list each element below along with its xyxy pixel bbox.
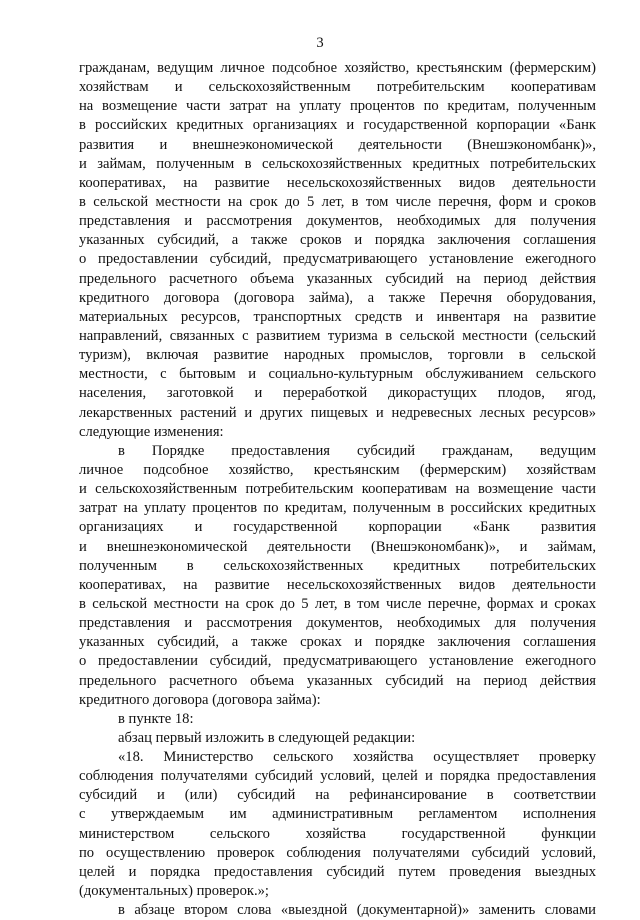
text-line: затрат на уплату процентов по кредитам, полученным в российских кредитных bbox=[79, 500, 596, 517]
text-line: населения, заготовкой и переработкой дикорастущих плодов, ягод, bbox=[79, 385, 596, 402]
text-line: в пункте 18: bbox=[118, 710, 194, 727]
text-line: субсидий и (или) субсидий на рефинансирование в соответствии bbox=[79, 787, 596, 804]
text-line: о предоставлении субсидий, предусматривающего установление ежегодного bbox=[79, 251, 596, 268]
text-line: на возмещение части затрат на уплату процентов по кредитам, полученным bbox=[79, 98, 596, 115]
text-line: развития и внешнеэкономической деятельности (Внешэкономбанк)», bbox=[79, 136, 596, 153]
text-line: указанных субсидий, а также сроках и порядке заключения соглашения bbox=[79, 634, 596, 651]
text-line: и внешнеэкономической деятельности (Внешэкономбанк)», и займам, bbox=[79, 538, 596, 555]
text-line: представления и рассмотрения документов, необходимых для получения bbox=[79, 615, 596, 632]
page-number: 3 bbox=[316, 35, 324, 51]
text-line: и займам, полученным в сельскохозяйственных кредитных потребительских bbox=[79, 155, 596, 172]
text-line: предельного расчетного объема указанных субсидий на период действия bbox=[79, 270, 596, 287]
text-line: кооперативах, на развитие несельскохозяйственных видов деятельности bbox=[79, 174, 596, 191]
text-line: в сельской местности на срок до 5 лет, в том числе перечня, форм и сроков bbox=[79, 193, 596, 210]
text-line: кооперативах, на развитие несельскохозяйственных видов деятельности bbox=[79, 576, 596, 593]
document-body bbox=[79, 59, 596, 920]
text-line: организациях и государственной корпорации «Банк развития bbox=[79, 519, 596, 536]
text-line: представления и рассмотрения документов, необходимых для получения bbox=[79, 213, 596, 230]
text-line: местности, с бытовым и социально-культурным обслуживанием сельского bbox=[79, 366, 596, 383]
text-line: в сельской местности на срок до 5 лет, в том числе перечне, формах и сроках bbox=[79, 595, 596, 612]
text-line: направлений, связанных с развитием туризма в сельской местности (сельский bbox=[79, 327, 596, 344]
text-line: по осуществлению проверок соблюдения получателями субсидий условий, bbox=[79, 844, 596, 861]
text-line: с утверждаемым им административным регламентом исполнения bbox=[79, 806, 596, 823]
text-line: «18. Министерство сельского хозяйства осуществляет проверку bbox=[118, 749, 596, 766]
text-line: материальных ресурсов, транспортных средств и инвентаря на развитие bbox=[79, 308, 596, 325]
text-line: о предоставлении субсидий, предусматривающего установление ежегодного bbox=[79, 653, 596, 670]
text-line: личное подсобное хозяйство, крестьянским (фермерским) хозяйствам bbox=[79, 461, 596, 478]
text-line: хозяйствам и сельскохозяйственным потребительским кооперативам bbox=[79, 79, 596, 96]
text-line: кредитного договора (договора займа): bbox=[79, 691, 321, 708]
text-line: указанных субсидий, а также сроков и порядка заключения соглашения bbox=[79, 232, 596, 249]
text-line: гражданам, ведущим личное подсобное хозяйство, крестьянским (фермерским) bbox=[79, 60, 596, 76]
text-line: в абзаце втором слова «выездной (документарной)» заменить словами bbox=[118, 902, 596, 919]
text-line: и сельскохозяйственным потребительским кооперативам на возмещение части bbox=[79, 481, 596, 498]
text-line: соблюдения получателями субсидий условий, целей и порядка предоставления bbox=[79, 768, 596, 785]
text-line: предельного расчетного объема указанных субсидий на период действия bbox=[79, 672, 596, 689]
text-line: целей и порядка предоставления субсидий путем проведения выездных bbox=[79, 863, 596, 880]
text-line: абзац первый изложить в следующей редакции: bbox=[118, 729, 416, 746]
text-line: министерством сельского хозяйства государственной функции bbox=[79, 825, 596, 842]
text-line: (документальных) проверок.»; bbox=[79, 883, 269, 900]
text-line: туризм), включая развитие народных промыслов, торговли в сельской bbox=[79, 347, 596, 364]
text-line: в российских кредитных организациях и государственной корпорации «Банк bbox=[79, 117, 596, 134]
text-line: в Порядке предоставления субсидий гражданам, ведущим bbox=[118, 442, 596, 459]
text-line: следующие изменения: bbox=[79, 423, 224, 440]
text-line: полученным в сельскохозяйственных кредитных потребительских bbox=[79, 557, 596, 574]
text-line: лекарственных растений и других пищевых и недревесных лесных ресурсов» bbox=[79, 404, 596, 421]
text-line: кредитного договора (договора займа), а также Перечня оборудования, bbox=[79, 289, 596, 306]
